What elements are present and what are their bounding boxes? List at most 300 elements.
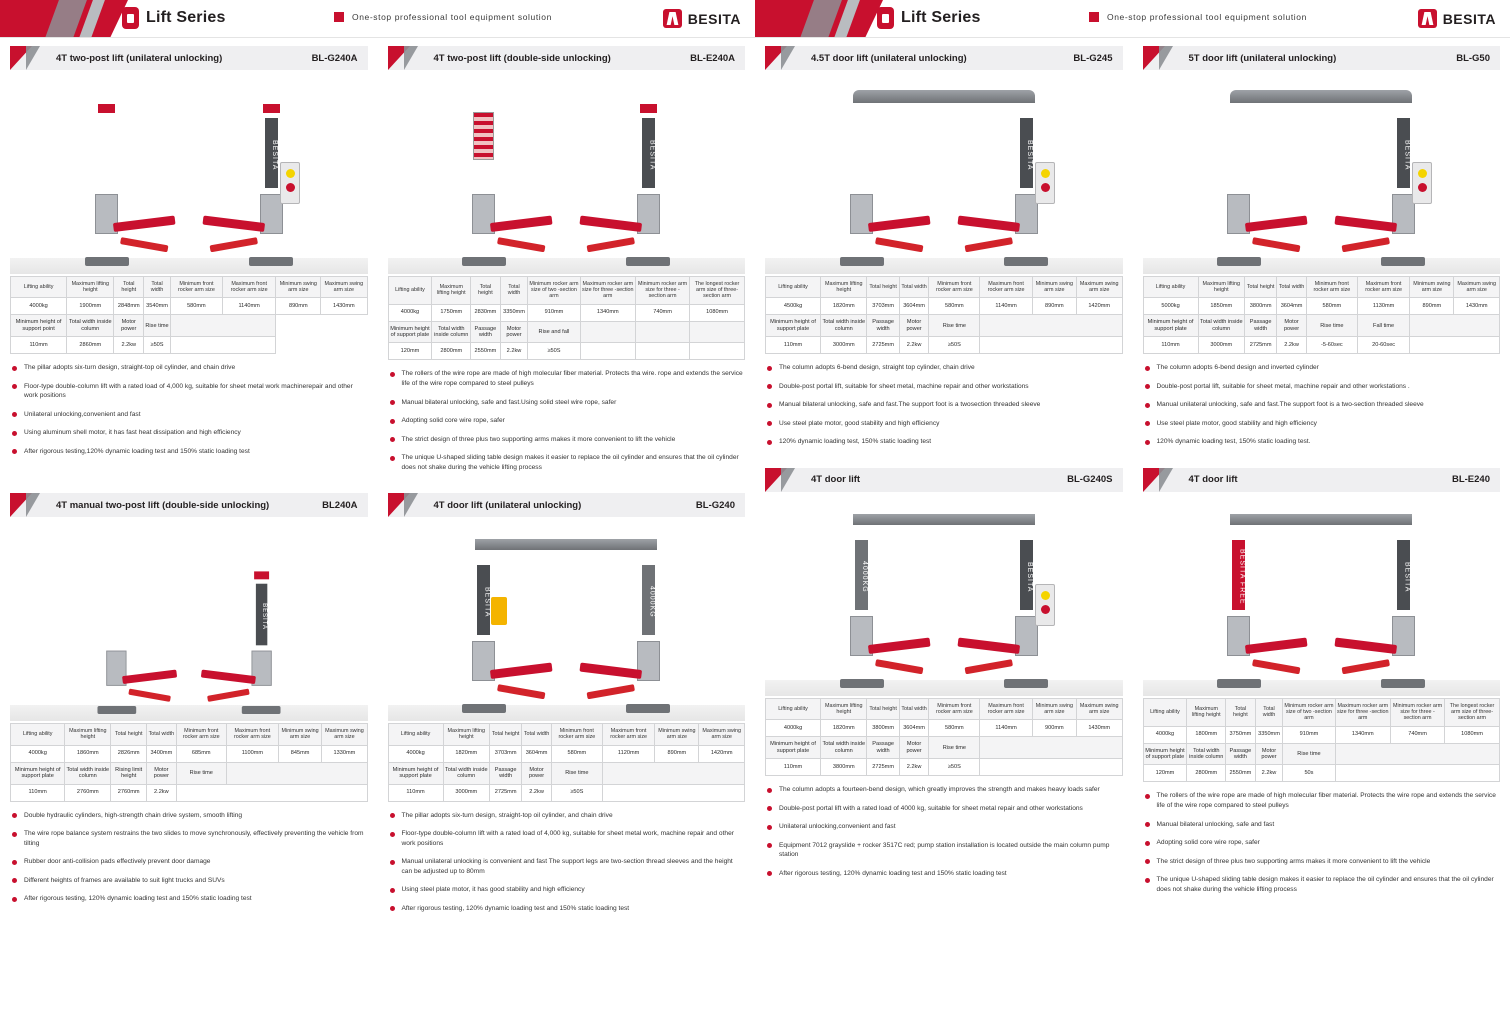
spec-cell: 910mm xyxy=(1283,726,1335,743)
product-image: BESITA xyxy=(388,74,746,274)
list-item: Adopting solid core wire rope, safer xyxy=(1143,838,1501,848)
brand-name: BESITA xyxy=(687,10,741,27)
product-title-bar xyxy=(1143,46,1501,70)
spec-cell: 120mm xyxy=(1143,765,1187,782)
header-title-group xyxy=(122,7,226,29)
spec-header: The longest rocker arm size of three-section arm xyxy=(690,277,745,305)
feature-list xyxy=(388,811,746,914)
spec-cell: 3800mm xyxy=(1244,298,1276,315)
list-item: The rollers of the wire rope are made of high molecular fiber material. Protects the wire rope and extends the service life of the wire rope compared to steel pulleys xyxy=(1143,791,1501,810)
product-card xyxy=(755,38,1133,460)
spec-header: Maximum front rocker arm size xyxy=(1357,277,1410,298)
spec-header: Lifting ability xyxy=(766,277,821,298)
spec-header: Total width inside column xyxy=(1187,743,1226,765)
spec-cell: 1140mm xyxy=(980,298,1033,315)
list-item: The pillar adopts six-turn design, straight-top oil cylinder, and chain drive xyxy=(10,363,368,373)
spec-cell: 2860mm xyxy=(67,337,114,354)
spec-header: Passage width xyxy=(1226,743,1255,765)
spec-cell: 4000kg xyxy=(766,720,821,737)
spec-header: Lifting ability xyxy=(11,277,67,298)
title-arrow-icon xyxy=(10,46,52,70)
spec-header: Minimum front rocker arm size xyxy=(929,698,980,719)
list-item: 120% dynamic loading test, 150% static loading test xyxy=(765,437,1123,447)
spec-cell: 890mm xyxy=(655,745,699,762)
product-image: BESITA xyxy=(765,74,1123,274)
spec-cell: 110mm xyxy=(766,759,821,776)
product-image: BESITA 4000KG xyxy=(388,521,746,721)
spec-cell: 3000mm xyxy=(443,784,489,801)
spec-header: Total height xyxy=(867,277,899,298)
table-row xyxy=(11,762,368,784)
spec-header: Minimum front rocker arm size xyxy=(176,724,226,745)
spec-header: Minimum height of support plate xyxy=(388,762,443,784)
spec-header: Maximum swing arm size xyxy=(1076,698,1122,719)
spec-header: Total height xyxy=(471,277,500,305)
spec-header: Total width xyxy=(522,724,552,745)
spec-cell: 1820mm xyxy=(821,298,867,315)
list-item: Unilateral unlocking,convenient and fast xyxy=(10,410,368,420)
spec-header: Motor power xyxy=(522,762,552,784)
list-item: Manual unilateral unlocking, safe and fast.The support foot is a two-section threaded sleeve xyxy=(1143,400,1501,410)
brand-name: BESITA xyxy=(1442,10,1496,27)
spec-header: Minimum height of support plate xyxy=(1143,743,1187,765)
title-arrow-icon xyxy=(1143,46,1185,70)
spec-cell: 1750mm xyxy=(432,304,471,321)
title-arrow-icon xyxy=(765,468,807,492)
spec-cell: 2.2kw xyxy=(1277,337,1307,354)
table-row xyxy=(11,315,368,337)
list-item: Floor-type double-column lift with a rated load of 4,000 kg, suitable for sheet metal work machinerepair and other work positions xyxy=(10,382,368,401)
spec-header: Total width xyxy=(500,277,528,305)
spec-cell: 580mm xyxy=(551,745,602,762)
spec-header: Minimum front rocker arm size xyxy=(929,277,980,298)
table-row xyxy=(11,298,368,315)
spec-header: Motor power xyxy=(1255,743,1283,765)
spec-cell: 2826mm xyxy=(111,745,147,762)
table-row xyxy=(388,343,745,360)
spec-cell: ≥50S xyxy=(551,784,602,801)
spec-header: Lifting ability xyxy=(1143,698,1187,726)
spec-header: Total width inside column xyxy=(1198,315,1244,337)
spec-cell: 890mm xyxy=(1032,298,1076,315)
spec-header: Motor power xyxy=(147,762,176,784)
spec-cell: 4000kg xyxy=(1143,726,1187,743)
spec-header: Minimum rocker arm size for three -section arm xyxy=(636,277,690,305)
spec-cell: -5-60sec xyxy=(1306,337,1357,354)
list-item: The unique U-shaped sliding table design makes it easier to replace the oil cylinder and ensures that the oil cylinder does not shake during the vehicle lifting process xyxy=(1143,875,1501,894)
spec-cell: 2550mm xyxy=(471,343,500,360)
spec-cell: 3350mm xyxy=(500,304,528,321)
spec-table xyxy=(1143,276,1501,354)
product-card xyxy=(0,38,378,485)
table-row xyxy=(1143,765,1500,782)
spec-header: Total width inside column xyxy=(821,737,867,759)
spec-cell: 2.2kw xyxy=(114,337,144,354)
spec-cell: 2.2kw xyxy=(899,759,929,776)
spec-header: Lifting ability xyxy=(388,277,432,305)
spec-cell: 1820mm xyxy=(821,720,867,737)
table-row xyxy=(388,762,745,784)
spec-cell: 2.2kw xyxy=(899,337,929,354)
spec-header: Maximum lifting height xyxy=(67,277,114,298)
list-item: Rubber door anti-collision pads effectively prevent door damage xyxy=(10,857,368,867)
spec-cell: 2550mm xyxy=(1226,765,1255,782)
product-model: BL-G240S xyxy=(1067,474,1113,486)
spec-cell: 4500kg xyxy=(766,298,821,315)
product-name: 4.5T door lift (unilateral unlocking) xyxy=(811,52,967,64)
header-title: Lift Series xyxy=(901,9,981,26)
spec-header: Total height xyxy=(1244,277,1276,298)
spec-cell: 120mm xyxy=(388,343,432,360)
spec-header: The longest rocker arm size of three-section arm xyxy=(1445,698,1500,726)
title-arrow-icon xyxy=(765,46,807,70)
table-row xyxy=(388,321,745,343)
spec-header: Rise and fall xyxy=(528,321,580,343)
spec-cell: ≥50S xyxy=(528,343,580,360)
spec-header: Minimum rocker arm size of two -section arm xyxy=(1283,698,1335,726)
spec-cell: 1140mm xyxy=(980,720,1033,737)
product-model: BL-E240 xyxy=(1451,474,1490,486)
product-title-bar xyxy=(10,493,368,517)
table-row xyxy=(11,745,368,762)
list-item: Using aluminum shell motor, it has fast heat dissipation and high efficiency xyxy=(10,428,368,438)
table-row xyxy=(1143,726,1500,743)
lift-icon xyxy=(877,7,894,29)
spec-cell: 580mm xyxy=(1306,298,1357,315)
product-model: BL-G50 xyxy=(1456,52,1490,64)
spec-header: Lifting ability xyxy=(1143,277,1198,298)
spec-cell: 50s xyxy=(1283,765,1335,782)
spec-header: Passage width xyxy=(867,315,899,337)
spec-header: Lifting ability xyxy=(388,724,443,745)
spec-cell: 2800mm xyxy=(1187,765,1226,782)
spec-header: Total width xyxy=(147,724,176,745)
spec-header: Total width inside column xyxy=(821,315,867,337)
spec-cell: 2760mm xyxy=(111,784,147,801)
spec-cell: 3604mm xyxy=(899,298,929,315)
spec-cell: 4000kg xyxy=(388,745,443,762)
title-arrow-icon xyxy=(1143,468,1185,492)
list-item: The column adopts 6-bend design, straight top cylinder, chain drive xyxy=(765,363,1123,373)
spec-header: Total width inside column xyxy=(65,762,111,784)
spec-cell: 3703mm xyxy=(867,298,899,315)
spec-table xyxy=(388,276,746,360)
spec-cell: ≥50S xyxy=(929,759,980,776)
spec-cell: 1120mm xyxy=(602,745,655,762)
spec-header: Lifting ability xyxy=(766,698,821,719)
product-card xyxy=(1133,38,1510,460)
page-right xyxy=(755,0,1510,1024)
brand-logo xyxy=(663,9,741,28)
spec-table xyxy=(765,698,1123,776)
product-title-bar xyxy=(10,46,368,70)
spec-cell: 2725mm xyxy=(867,337,899,354)
spec-header: Minimum front rocker arm size xyxy=(551,724,602,745)
header-tagline-group xyxy=(334,12,552,22)
list-item: The column adopts a fourteen-bend design, which greatly improves the strength and makes heavy loads safer xyxy=(765,785,1123,795)
list-item: After rigorous testing, 120% dynamic loading test and 150% static loading test xyxy=(765,869,1123,879)
spec-header: Minimum height of support plate xyxy=(1143,315,1198,337)
spec-cell: 20-60sec xyxy=(1357,337,1410,354)
table-row xyxy=(766,315,1123,337)
spec-header: Minimum front rocker arm size xyxy=(1306,277,1357,298)
table-row xyxy=(1143,298,1500,315)
spec-cell: 1330mm xyxy=(322,745,367,762)
list-item: Manual unilateral unlocking is convenient and fast The support legs are two-section thread sleeves and the height can be adjusted up to 80mm xyxy=(388,857,746,876)
spec-cell: 3750mm xyxy=(1226,726,1255,743)
spec-cell: 1900mm xyxy=(67,298,114,315)
table-row xyxy=(388,304,745,321)
list-item: The strict design of three plus two supporting arms makes it more convenient to lift the vehicle xyxy=(1143,857,1501,867)
spec-cell: 685mm xyxy=(176,745,226,762)
spec-cell: 1420mm xyxy=(1076,298,1122,315)
spec-cell: 3800mm xyxy=(821,759,867,776)
spec-cell: 2760mm xyxy=(65,784,111,801)
header-tagline: One-stop professional tool equipment solution xyxy=(352,12,552,22)
list-item: Floor-type double-column lift with a rated load of 4,000 kg, suitable for sheet metal work, machine repair and other work positions xyxy=(388,829,746,848)
product-card xyxy=(1133,460,1510,907)
spec-cell: 3604mm xyxy=(522,745,552,762)
feature-list xyxy=(10,811,368,904)
spec-cell: 580mm xyxy=(929,298,980,315)
spec-header: Maximum front rocker arm size xyxy=(222,277,276,298)
spec-header: Minimum swing arm size xyxy=(1032,277,1076,298)
title-arrow-icon xyxy=(388,493,430,517)
spec-header: Minimum height of support plate xyxy=(11,762,65,784)
spec-header: Maximum front rocker arm size xyxy=(980,277,1033,298)
spec-cell: 1430mm xyxy=(1454,298,1500,315)
feature-list xyxy=(765,363,1123,447)
list-item: Double hydraulic cylinders, high-strength chain drive system, smooth lifting xyxy=(10,811,368,821)
list-item: Different heights of frames are available to suit light trucks and SUVs xyxy=(10,876,368,886)
spec-cell: 890mm xyxy=(1410,298,1454,315)
spec-header: Maximum swing arm size xyxy=(699,724,745,745)
feature-list xyxy=(10,363,368,456)
spec-header: Maximum swing arm size xyxy=(1076,277,1122,298)
product-model: BL-G240A xyxy=(311,52,358,64)
spec-table xyxy=(10,276,368,354)
spec-cell: 1800mm xyxy=(1187,726,1226,743)
product-name: 4T manual two-post lift (double-side unlocking) xyxy=(56,499,270,511)
spec-header: Passage width xyxy=(1244,315,1276,337)
spec-header: Minimum height of support plate xyxy=(766,737,821,759)
spec-cell: 1140mm xyxy=(222,298,276,315)
spec-header: Passage width xyxy=(867,737,899,759)
product-image: BESITA xyxy=(10,74,368,274)
list-item: The wire rope balance system restrains the two slides to move synchronously, effectively preventing the vehicle from tilting xyxy=(10,829,368,848)
list-item: Manual bilateral unlocking, safe and fast.Using solid steel wire rope, safer xyxy=(388,398,746,408)
feature-list xyxy=(1143,363,1501,447)
spec-cell: 580mm xyxy=(929,720,980,737)
spec-cell: 2725mm xyxy=(867,759,899,776)
spec-header: Maximum lifting height xyxy=(821,698,867,719)
spec-header: Minimum swing arm size xyxy=(278,724,322,745)
list-item: The unique U-shaped sliding table design makes it easier to replace the oil cylinder and ensures that the oil cylinder does not shake during the vehicle lifting process xyxy=(388,453,746,472)
product-model: BL-G240 xyxy=(695,499,735,511)
product-model: BL240A xyxy=(322,499,358,511)
spec-header: Rise time xyxy=(1306,315,1357,337)
spec-header: Minimum height of support plate xyxy=(388,321,432,343)
spec-cell: 1860mm xyxy=(65,745,111,762)
list-item: Manual bilateral unlocking, safe and fast xyxy=(1143,820,1501,830)
table-row xyxy=(766,737,1123,759)
spec-cell: 1430mm xyxy=(321,298,367,315)
spec-header: Fall time xyxy=(1357,315,1410,337)
spec-cell: 2725mm xyxy=(1244,337,1276,354)
spec-header: Minimum swing arm size xyxy=(1032,698,1076,719)
product-title-bar xyxy=(388,493,746,517)
spec-cell: 740mm xyxy=(1391,726,1445,743)
spec-table xyxy=(765,276,1123,354)
product-image: 4000KG BESITA xyxy=(765,496,1123,696)
spec-cell: 2.2kw xyxy=(500,343,528,360)
header-tagline-group xyxy=(1089,12,1307,22)
header-title: Lift Series xyxy=(146,9,226,26)
list-item: Double-post portal lift with a rated load of 4000 kg, suitable for sheet metal repair and other workstations xyxy=(765,804,1123,814)
list-item: After rigorous testing,120% dynamic loading test and 150% static loading test xyxy=(10,447,368,457)
product-title-bar xyxy=(765,468,1123,492)
table-row xyxy=(766,720,1123,737)
spec-header: Maximum lifting height xyxy=(432,277,471,305)
spec-cell: 2725mm xyxy=(489,784,521,801)
spec-cell: 3604mm xyxy=(899,720,929,737)
product-name: 4T door lift xyxy=(1188,474,1238,486)
table-row xyxy=(766,759,1123,776)
spec-header: Motor power xyxy=(899,315,929,337)
spec-cell: 1430mm xyxy=(1076,720,1122,737)
spec-header: Rise time xyxy=(551,762,602,784)
product-name: 4T two-post lift (unilateral unlocking) xyxy=(56,52,223,64)
spec-header: Total height xyxy=(489,724,521,745)
product-name: 4T door lift (unilateral unlocking) xyxy=(433,499,582,511)
spec-header: Minimum height of support point xyxy=(11,315,67,337)
spec-header: Minimum height of support plate xyxy=(766,315,821,337)
spec-header: Total height xyxy=(111,724,147,745)
list-item: The strict design of three plus two supporting arms makes it more convenient to lift the vehicle xyxy=(388,435,746,445)
product-model: BL-G245 xyxy=(1073,52,1113,64)
spec-cell: 110mm xyxy=(388,784,443,801)
product-image: BESITA xyxy=(1143,74,1501,274)
header-title-group xyxy=(877,7,981,29)
spec-cell: 890mm xyxy=(276,298,321,315)
spec-header: Rise time xyxy=(144,315,171,337)
spec-header: Minimum swing arm size xyxy=(276,277,321,298)
spec-cell: 4000kg xyxy=(388,304,432,321)
spec-cell: ≥50S xyxy=(144,337,171,354)
table-row xyxy=(388,745,745,762)
spec-cell: 3604mm xyxy=(1277,298,1307,315)
spec-header: Minimum swing arm size xyxy=(1410,277,1454,298)
table-row xyxy=(1143,743,1500,765)
product-image: BESITA FREE BESITA xyxy=(1143,496,1501,696)
spec-cell: 110mm xyxy=(1143,337,1198,354)
spec-table xyxy=(10,723,368,801)
besita-mark-icon xyxy=(663,9,682,28)
spec-header: Maximum lifting height xyxy=(821,277,867,298)
spec-header: Rise time xyxy=(176,762,226,784)
spec-header: Maximum front rocker arm size xyxy=(602,724,655,745)
list-item: The rollers of the wire rope are made of high molecular fiber material. Protects tha wire. rope and extends the service life of the wire rope compared to steel pulleys xyxy=(388,369,746,388)
spec-header: Maximum front rocker arm size xyxy=(226,724,278,745)
spec-cell: 3800mm xyxy=(867,720,899,737)
list-item: Equipment 7012 grayslide + rocker 3517C red; pump station installation is located outside the main column pump station xyxy=(765,841,1123,860)
list-item: Manual bilateral unlocking, safe and fast.The support foot is a twosection threaded sleeve xyxy=(765,400,1123,410)
product-image: BESITA xyxy=(10,521,368,721)
spec-cell: 110mm xyxy=(11,337,67,354)
spec-table xyxy=(388,723,746,801)
spec-cell: 3350mm xyxy=(1255,726,1283,743)
spec-cell: 1080mm xyxy=(690,304,745,321)
product-title-bar xyxy=(388,46,746,70)
spec-cell: 580mm xyxy=(170,298,222,315)
lift-icon xyxy=(122,7,139,29)
spec-header: Motor power xyxy=(899,737,929,759)
spec-cell: 1340mm xyxy=(1335,726,1391,743)
spec-cell: 4000kg xyxy=(11,745,65,762)
spec-table xyxy=(1143,698,1501,782)
spec-cell: ≥50S xyxy=(929,337,980,354)
product-title-bar xyxy=(765,46,1123,70)
spec-cell: 740mm xyxy=(636,304,690,321)
spec-header: Minimum swing arm size xyxy=(655,724,699,745)
spec-header: Minimum rocker arm size for three -section arm xyxy=(1391,698,1445,726)
product-name: 4T two-post lift (double-side unlocking) xyxy=(433,52,611,64)
table-row xyxy=(766,298,1123,315)
header-tagline: One-stop professional tool equipment solution xyxy=(1107,12,1307,22)
spec-header: Total width xyxy=(1277,277,1307,298)
spec-header: Passage width xyxy=(489,762,521,784)
spec-header: Minimum front rocker arm size xyxy=(170,277,222,298)
spec-cell: 2848mm xyxy=(114,298,144,315)
list-item: After rigorous testing, 120% dynamic loading test and 150% static loading test xyxy=(388,904,746,914)
list-item: The pillar adopts six-turn design, straight-top oil cylinder, and chain drive xyxy=(388,811,746,821)
spec-cell: 110mm xyxy=(766,337,821,354)
spec-header: Maximum swing arm size xyxy=(322,724,367,745)
product-name: 4T door lift xyxy=(811,474,861,486)
spec-cell: 2.2kw xyxy=(147,784,176,801)
spec-cell: 1420mm xyxy=(699,745,745,762)
spec-cell: 1850mm xyxy=(1198,298,1244,315)
spec-header: Total width xyxy=(144,277,171,298)
spec-cell: 2.2kw xyxy=(1255,765,1283,782)
page-header-left xyxy=(0,0,755,38)
spec-cell: 2.2kw xyxy=(522,784,552,801)
spec-cell: 900mm xyxy=(1032,720,1076,737)
product-title-bar xyxy=(1143,468,1501,492)
list-item: After rigorous testing, 120% dynamic loading test and 150% static loading test xyxy=(10,894,368,904)
spec-header: Total width inside column xyxy=(67,315,114,337)
spec-header: Total height xyxy=(114,277,144,298)
spec-header: Total width xyxy=(1255,698,1283,726)
list-item: Use steel plate motor, good stability and high efficiency xyxy=(1143,419,1501,429)
spec-header: Total width inside column xyxy=(432,321,471,343)
spec-header: Maximum lifting height xyxy=(1187,698,1226,726)
spec-header: Maximum swing arm size xyxy=(1454,277,1500,298)
list-item: Unilateral unlocking,convenient and fast xyxy=(765,822,1123,832)
list-item: Double-post portal lift, suitable for sheet metal, machine repair and other workstations . xyxy=(1143,382,1501,392)
spec-header: Motor power xyxy=(500,321,528,343)
spec-header: Total width inside column xyxy=(443,762,489,784)
spec-cell: 1340mm xyxy=(580,304,636,321)
spec-header: Rise time xyxy=(929,737,980,759)
table-row xyxy=(1143,337,1500,354)
spec-cell: 2830mm xyxy=(471,304,500,321)
square-icon xyxy=(1089,12,1099,22)
spec-header: Total height xyxy=(1226,698,1255,726)
spec-cell: 4000kg xyxy=(11,298,67,315)
spec-header: Total width xyxy=(899,698,929,719)
list-item: 120% dynamic loading test, 150% static loading test. xyxy=(1143,437,1501,447)
